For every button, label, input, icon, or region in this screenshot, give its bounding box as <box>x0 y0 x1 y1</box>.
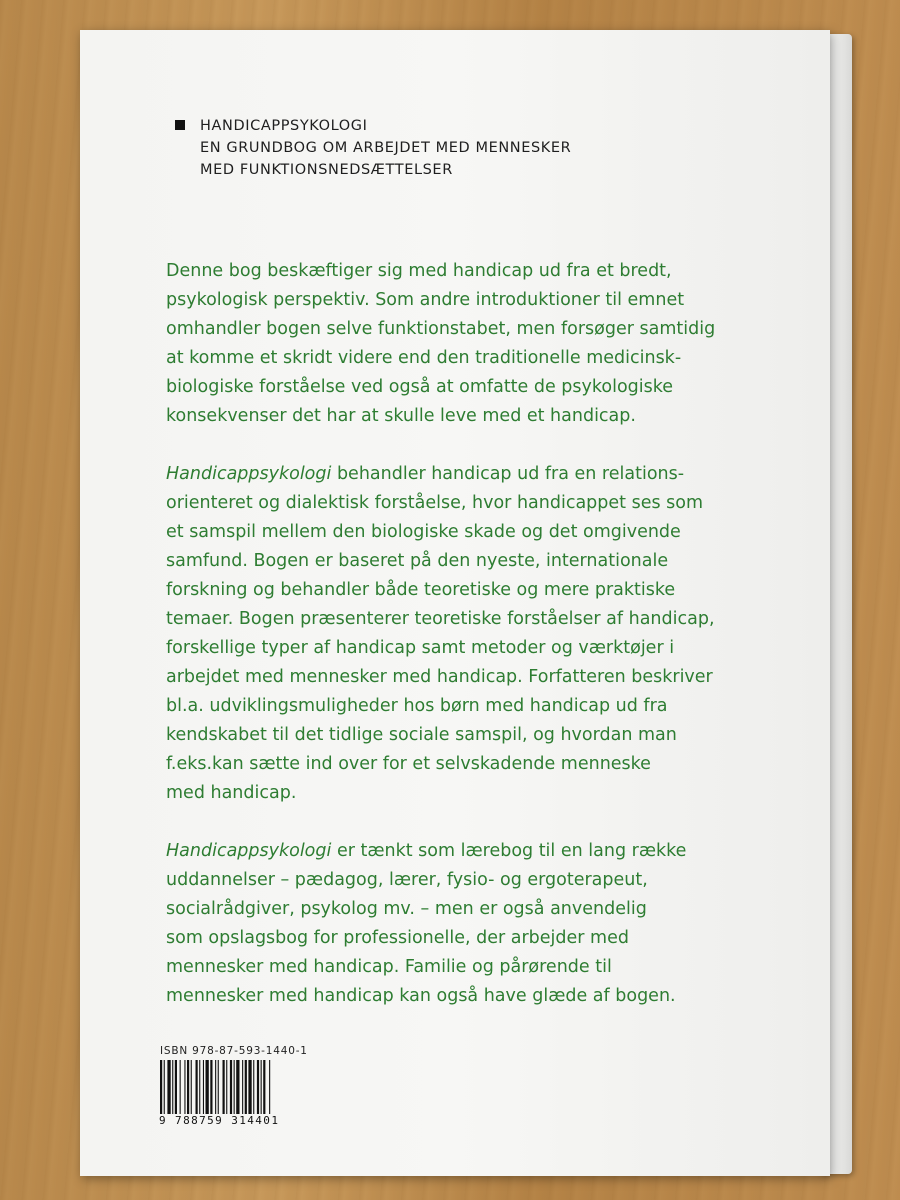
paragraph-line <box>166 460 786 489</box>
isbn-label: ISBN 978-87-593-1440-1 <box>160 1045 308 1057</box>
paragraph-line: et samspil mellem den biologiske skade og det omgivende <box>166 522 681 542</box>
paragraph-line: uddannelser – pædagog, lærer, fysio- og ergoterapeut, <box>166 870 648 890</box>
paragraph-3 <box>166 837 786 1011</box>
paragraph-line: forskning og behandler både teoretiske og mere praktiske <box>166 580 676 600</box>
barcode-icon <box>160 1060 300 1122</box>
paragraph-line: som opslagsbog for professionelle, der arbejder med <box>166 928 629 948</box>
blurb-text <box>166 257 786 1040</box>
paragraph-1 <box>166 257 786 431</box>
paragraph-line: biologiske forståelse ved også at omfatte de psykologiske <box>166 377 674 397</box>
book-subtitle-line-2: MED FUNKTIONSNEDSÆTTELSER <box>200 162 453 178</box>
paragraph-line: socialrådgiver, psykolog mv. – men er også anvendelig <box>166 899 647 919</box>
line-rest: behandler handicap ud fra en relations- <box>331 464 685 484</box>
paragraph-line: temaer. Bogen præsenterer teoretiske forståelser af handicap, <box>166 609 715 629</box>
italic-title: Handicappsykologi <box>166 841 332 861</box>
line-rest: er tænkt som lærebog til en lang række <box>331 841 687 861</box>
paragraph-line: konsekvenser det har at skulle leve med et handicap. <box>166 406 636 426</box>
square-bullet-icon <box>175 120 185 130</box>
paragraph-line: at komme et skridt videre end den traditionelle medicinsk- <box>166 348 682 368</box>
paragraph-line: omhandler bogen selve funktionstabet, men forsøger samtidig <box>166 319 716 339</box>
paragraph-line: samfund. Bogen er baseret på den nyeste, internationale <box>166 551 669 571</box>
paragraph-line: arbejdet med mennesker med handicap. Forfatteren beskriver <box>166 667 713 687</box>
paragraph-line: psykologisk perspektiv. Som andre introduktioner til emnet <box>166 290 685 310</box>
paragraph-line: orienteret og dialektisk forståelse, hvor handicappet ses som <box>166 493 704 513</box>
paragraph-2 <box>166 460 786 808</box>
barcode-digits: 9 788759 314401 <box>159 1114 280 1127</box>
book-subtitle-line-1: EN GRUNDBOG OM ARBEJDET MED MENNESKER <box>200 140 572 156</box>
paragraph-line: mennesker med handicap kan også have glæde af bogen. <box>166 986 676 1006</box>
paragraph-line: Denne bog beskæftiger sig med handicap ud fra et bredt, <box>166 261 672 281</box>
paragraph-line: mennesker med handicap. Familie og pårørende til <box>166 957 612 977</box>
paragraph-line <box>166 837 786 866</box>
paragraph-line: bl.a. udviklingsmuligheder hos børn med handicap ud fra <box>166 696 668 716</box>
book-title: HANDICAPPSYKOLOGI <box>200 118 368 134</box>
paragraph-line: forskellige typer af handicap samt metoder og værktøjer i <box>166 638 675 658</box>
paragraph-line: f.eks.kan sætte ind over for et selvskadende menneske <box>166 754 651 774</box>
series-header <box>176 115 571 181</box>
paragraph-line: kendskabet til det tidlige sociale samspil, og hvordan man <box>166 725 677 745</box>
paragraph-line: med handicap. <box>166 783 297 803</box>
italic-title: Handicappsykologi <box>166 464 332 484</box>
